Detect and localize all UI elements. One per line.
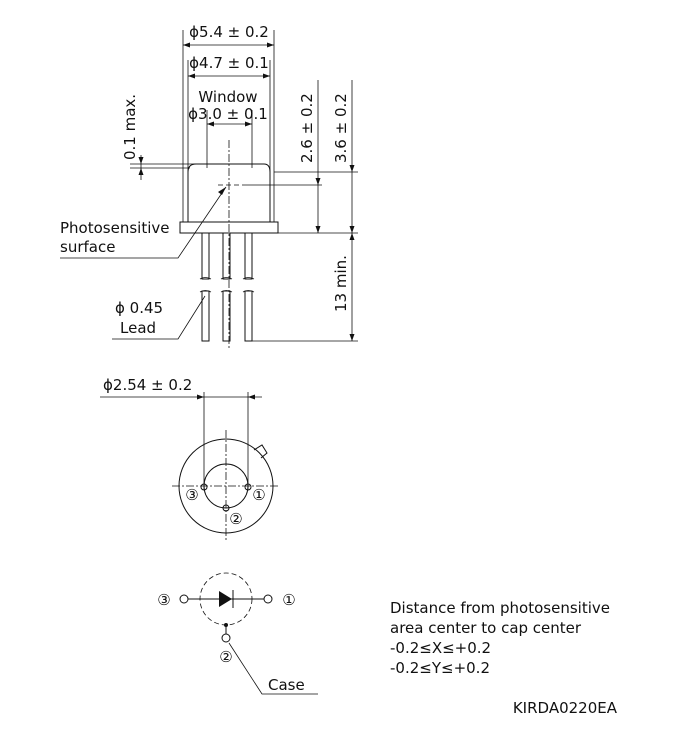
lead-callout bbox=[112, 296, 205, 339]
total-height-dimension bbox=[332, 80, 355, 233]
schematic-symbol bbox=[157, 573, 318, 694]
offset-max-label: 0.1 max. bbox=[121, 93, 139, 160]
photosensitive-label-1: Photosensitive bbox=[60, 219, 170, 237]
lead-label: Lead bbox=[120, 319, 157, 337]
photosensitive-label-2: surface bbox=[60, 238, 116, 256]
bottom-pin2-label: ② bbox=[229, 510, 243, 528]
surface-height-dimension bbox=[298, 80, 321, 233]
leads bbox=[200, 233, 254, 341]
pitch-circle-label: ϕ2.54 ± 0.2 bbox=[103, 376, 193, 394]
lead-length-dimension bbox=[332, 233, 355, 341]
schematic-pin2-label: ② bbox=[219, 648, 233, 666]
photodiode-symbol bbox=[219, 591, 232, 607]
bottom-pin3-label: ③ bbox=[185, 486, 199, 504]
note-line-2: area center to cap center bbox=[390, 619, 582, 637]
case-label: Case bbox=[268, 676, 305, 694]
cap-inner-dimension bbox=[188, 54, 270, 79]
cap-outer-label: ϕ5.4 ± 0.2 bbox=[189, 23, 269, 41]
side-view bbox=[60, 23, 358, 348]
drawing-code: KIRDA0220EA bbox=[512, 699, 617, 717]
surface-height-label: 2.6 ± 0.2 bbox=[298, 93, 316, 163]
tolerance-notes bbox=[390, 599, 610, 677]
cap-inner-label: ϕ4.7 ± 0.1 bbox=[189, 54, 269, 72]
cap-outer-dimension bbox=[183, 23, 274, 48]
window-dia-label: ϕ3.0 ± 0.1 bbox=[188, 105, 268, 123]
note-line-4: -0.2≤Y≤+0.2 bbox=[390, 659, 490, 677]
bottom-pin1-label: ① bbox=[252, 486, 266, 504]
lead-dia-label: ϕ 0.45 bbox=[115, 299, 164, 317]
window-label: Window bbox=[198, 88, 258, 106]
schematic-pin1-label: ① bbox=[282, 591, 296, 609]
schematic-pin3-label: ③ bbox=[157, 591, 171, 609]
lead-length-label: 13 min. bbox=[332, 255, 350, 312]
window-dimension bbox=[188, 88, 268, 127]
total-height-label: 3.6 ± 0.2 bbox=[332, 93, 350, 163]
index-tab bbox=[254, 445, 267, 458]
note-line-3: -0.2≤X≤+0.2 bbox=[390, 639, 492, 657]
bottom-view bbox=[100, 376, 280, 540]
note-line-1: Distance from photosensitive bbox=[390, 599, 610, 617]
